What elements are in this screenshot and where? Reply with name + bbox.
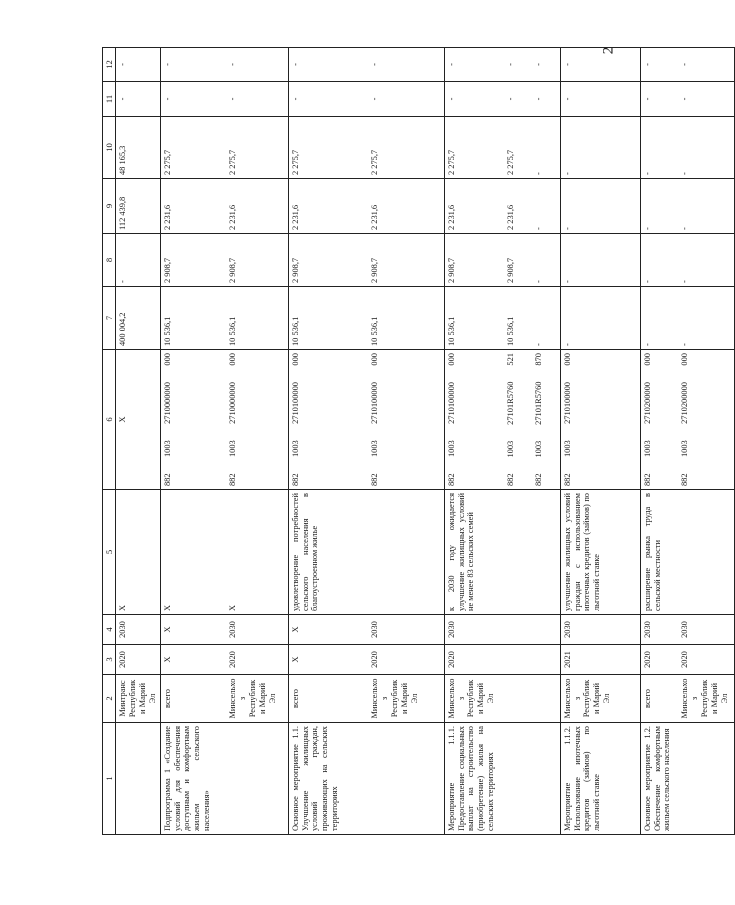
- year-amount-cell: -: [678, 234, 734, 287]
- year-amount-cell: -: [288, 48, 368, 82]
- start-year-cell: [504, 645, 532, 675]
- year-amount-cell: -: [368, 48, 444, 82]
- executor-cell: всего: [160, 675, 226, 723]
- table-row: [444, 48, 504, 835]
- total-amount-cell: -: [640, 287, 678, 350]
- year-amount-cell: 2 231,6: [288, 179, 368, 234]
- column-header: 6: [103, 350, 116, 490]
- start-year-cell: 2020: [368, 645, 444, 675]
- year-amount-cell: -: [116, 82, 161, 117]
- year-amount-cell: -: [532, 234, 560, 287]
- executor-cell: всего: [288, 675, 368, 723]
- table-body: [116, 48, 735, 835]
- budget-code-part: 882: [680, 473, 690, 486]
- budget-code-part: 2710200000: [642, 382, 652, 424]
- year-amount-cell: 2 908,7: [504, 234, 532, 287]
- budget-code-cell: [288, 350, 368, 490]
- executor-cell: [504, 675, 532, 723]
- budget-code-part: 882: [534, 473, 544, 486]
- expected-result-cell: [532, 490, 560, 615]
- end-year-cell: [504, 615, 532, 645]
- year-amount-cell: 112 439,8: [116, 179, 161, 234]
- total-amount-cell: 10 536,1: [504, 287, 532, 350]
- total-amount-cell: -: [532, 287, 560, 350]
- year-amount-cell: 2 231,6: [504, 179, 532, 234]
- end-year-cell: 2030: [368, 615, 444, 645]
- year-amount-cell: 2 908,7: [444, 234, 504, 287]
- executor-cell: Минсельхоз Республики Марий Эл: [226, 675, 288, 723]
- budget-code-cell: [116, 350, 161, 490]
- end-year-cell: [532, 615, 560, 645]
- year-amount-cell: 2 275,7: [444, 117, 504, 179]
- year-amount-cell: -: [532, 179, 560, 234]
- table-row: [116, 48, 161, 835]
- year-amount-cell: -: [504, 48, 532, 82]
- budget-code-part: X: [118, 416, 127, 423]
- budget-code-part: 2710100000: [370, 382, 380, 424]
- budget-code-part: 000: [228, 353, 238, 366]
- executor-cell: Минсельхоз Республики Марий Эл: [444, 675, 504, 723]
- budget-code-part: 000: [290, 353, 300, 366]
- year-amount-cell: 2 275,7: [288, 117, 368, 179]
- budget-code-part: 882: [228, 473, 238, 486]
- start-year-cell: X: [288, 645, 368, 675]
- end-year-cell: 2030: [678, 615, 734, 645]
- year-amount-cell: -: [444, 48, 504, 82]
- total-amount-cell: -: [560, 287, 640, 350]
- budget-code-part: 000: [370, 353, 380, 366]
- year-amount-cell: -: [640, 234, 678, 287]
- budget-code-part: 882: [370, 473, 380, 486]
- budget-code-part: 2710100000: [446, 382, 456, 424]
- year-amount-cell: 2 231,6: [368, 179, 444, 234]
- budget-code-cell: [368, 350, 444, 490]
- page-number: 2: [600, 46, 617, 55]
- budget-code-cell: [532, 350, 560, 490]
- budget-code-part: 1003: [446, 440, 456, 458]
- budget-code-part: 882: [642, 473, 652, 486]
- expected-result-cell: X: [226, 490, 288, 615]
- column-header: 3: [103, 645, 116, 675]
- budget-code-part: 1003: [642, 440, 652, 458]
- activity-name-cell: [116, 723, 161, 835]
- year-amount-cell: -: [678, 82, 734, 117]
- end-year-cell: 2030: [226, 615, 288, 645]
- activity-name-cell: [226, 723, 288, 835]
- column-header: 1: [103, 723, 116, 835]
- executor-cell: Минсельхоз Республики Марий Эл: [368, 675, 444, 723]
- year-amount-cell: -: [560, 234, 640, 287]
- budget-code-part: 000: [162, 353, 172, 366]
- year-amount-cell: 2 908,7: [226, 234, 288, 287]
- activity-name-cell: Основное мероприятие 1.1. Улучшение жилищных условий граждан, проживающих на сельских территориях: [288, 723, 368, 835]
- end-year-cell: 2030: [116, 615, 161, 645]
- budget-code-part: 2710000000: [228, 382, 238, 424]
- budget-code-part: 2710100000: [562, 382, 572, 424]
- budget-code-part: 000: [642, 353, 652, 366]
- year-amount-cell: -: [640, 179, 678, 234]
- budget-code-part: 2710100000: [290, 382, 300, 424]
- budget-code-cell: [226, 350, 288, 490]
- start-year-cell: 2021: [560, 645, 640, 675]
- column-header: 9: [103, 179, 116, 234]
- total-amount-cell: 10 536,1: [226, 287, 288, 350]
- expected-result-cell: X: [160, 490, 226, 615]
- activity-name-cell: [368, 723, 444, 835]
- year-amount-cell: -: [532, 48, 560, 82]
- budget-code-cell: [560, 350, 640, 490]
- start-year-cell: [532, 645, 560, 675]
- expected-result-cell: удовлетворение потребностей сельского населения в благоустроенном жилье: [288, 490, 368, 615]
- year-amount-cell: -: [532, 117, 560, 179]
- total-amount-cell: 400 004,2: [116, 287, 161, 350]
- budget-code-part: 000: [562, 353, 572, 366]
- executor-cell: [532, 675, 560, 723]
- column-header: 2: [103, 675, 116, 723]
- activity-name-cell: [678, 723, 734, 835]
- budget-code-cell: [504, 350, 532, 490]
- column-header: 8: [103, 234, 116, 287]
- year-amount-cell: -: [504, 82, 532, 117]
- start-year-cell: 2020: [226, 645, 288, 675]
- table-row: [368, 48, 444, 835]
- budget-code-part: 2710000000: [162, 382, 172, 424]
- expected-result-cell: [368, 490, 444, 615]
- budget-code-part: 882: [290, 473, 300, 486]
- table-row: [560, 48, 640, 835]
- year-amount-cell: -: [560, 179, 640, 234]
- column-header: 4: [103, 615, 116, 645]
- year-amount-cell: -: [226, 48, 288, 82]
- budget-table: [102, 47, 735, 835]
- executor-cell: всего: [640, 675, 678, 723]
- year-amount-cell: -: [640, 48, 678, 82]
- budget-code-part: 000: [680, 353, 690, 366]
- year-amount-cell: -: [678, 48, 734, 82]
- start-year-cell: 2020: [444, 645, 504, 675]
- column-header: 11: [103, 82, 116, 117]
- activity-name-cell: Подпрограмма 1 «Создание условий для обеспечения доступным и комфортным жильем сельского населения»: [160, 723, 226, 835]
- column-header: 12: [103, 48, 116, 82]
- expected-result-cell: X: [116, 490, 161, 615]
- end-year-cell: 2030: [444, 615, 504, 645]
- budget-code-part: 27101R5760: [506, 381, 516, 425]
- budget-code-part: 1003: [162, 440, 172, 458]
- budget-code-part: 2710200000: [680, 382, 690, 424]
- budget-code-part: 882: [562, 473, 572, 486]
- total-amount-cell: 10 536,1: [288, 287, 368, 350]
- year-amount-cell: 2 231,6: [444, 179, 504, 234]
- year-amount-cell: -: [640, 82, 678, 117]
- start-year-cell: 2020: [640, 645, 678, 675]
- expected-result-cell: к 2030 году ожидается улучшение жилищных условий не менее 83 сельских семей: [444, 490, 504, 615]
- year-amount-cell: 2 275,7: [226, 117, 288, 179]
- budget-code-cell: [640, 350, 678, 490]
- budget-code-part: 1003: [534, 440, 544, 458]
- budget-code-part: 27101R5760: [534, 381, 544, 425]
- year-amount-cell: 48 165,3: [116, 117, 161, 179]
- budget-code-part: 1003: [680, 440, 690, 458]
- executor-cell: Минсельхоз Республики Марий Эл: [678, 675, 734, 723]
- start-year-cell: 2020: [116, 645, 161, 675]
- expected-result-cell: расширение рынка труда в сельской местности: [640, 490, 678, 615]
- budget-code-part: 521: [506, 353, 516, 366]
- year-amount-cell: -: [116, 234, 161, 287]
- column-header: 10: [103, 117, 116, 179]
- total-amount-cell: 10 536,1: [444, 287, 504, 350]
- table-row: [678, 48, 734, 835]
- year-amount-cell: -: [560, 48, 640, 82]
- column-header: 5: [103, 490, 116, 615]
- end-year-cell: 2030: [640, 615, 678, 645]
- expected-result-cell: улучшение жилищных условий граждан с использованием ипотечных кредитов (займов) по льготной ставке: [560, 490, 640, 615]
- year-amount-cell: 2 231,6: [160, 179, 226, 234]
- activity-name-cell: Мероприятие 1.1.2. Использование ипотечных кредитов (займов) по льготной ставке: [560, 723, 640, 835]
- budget-code-cell: [160, 350, 226, 490]
- total-amount-cell: 10 536,1: [368, 287, 444, 350]
- year-amount-cell: -: [226, 82, 288, 117]
- start-year-cell: X: [160, 645, 226, 675]
- year-amount-cell: -: [532, 82, 560, 117]
- table-row: [640, 48, 678, 835]
- year-amount-cell: -: [160, 48, 226, 82]
- activity-name-cell: Мероприятие 1.1.1. Предоставление социальных выплат на строительство (приобретение) жилья на сельских территориях: [444, 723, 504, 835]
- activity-name-cell: [504, 723, 532, 835]
- table-row: [226, 48, 288, 835]
- year-amount-cell: 2 275,7: [504, 117, 532, 179]
- budget-code-part: 000: [446, 353, 456, 366]
- end-year-cell: X: [288, 615, 368, 645]
- year-amount-cell: -: [678, 179, 734, 234]
- table-row: [504, 48, 532, 835]
- budget-code-part: 1003: [370, 440, 380, 458]
- budget-code-part: 882: [162, 473, 172, 486]
- start-year-cell: 2020: [678, 645, 734, 675]
- year-amount-cell: 2 908,7: [160, 234, 226, 287]
- budget-code-part: 882: [446, 473, 456, 486]
- year-amount-cell: -: [640, 117, 678, 179]
- total-amount-cell: -: [678, 287, 734, 350]
- year-amount-cell: 2 908,7: [368, 234, 444, 287]
- expected-result-cell: [504, 490, 532, 615]
- year-amount-cell: 2 275,7: [160, 117, 226, 179]
- year-amount-cell: -: [560, 82, 640, 117]
- column-header: 7: [103, 287, 116, 350]
- year-amount-cell: -: [678, 117, 734, 179]
- year-amount-cell: -: [288, 82, 368, 117]
- end-year-cell: X: [160, 615, 226, 645]
- budget-code-part: 1003: [228, 440, 238, 458]
- budget-code-cell: [678, 350, 734, 490]
- header-row: [103, 48, 116, 835]
- activity-name-cell: [532, 723, 560, 835]
- year-amount-cell: -: [368, 82, 444, 117]
- year-amount-cell: 2 275,7: [368, 117, 444, 179]
- executor-cell: Минсельхоз Республики Марий Эл: [560, 675, 640, 723]
- budget-code-part: 1003: [290, 440, 300, 458]
- year-amount-cell: 2 231,6: [226, 179, 288, 234]
- year-amount-cell: -: [160, 82, 226, 117]
- expected-result-cell: [678, 490, 734, 615]
- budget-code-part: 1003: [562, 440, 572, 458]
- year-amount-cell: 2 908,7: [288, 234, 368, 287]
- year-amount-cell: -: [444, 82, 504, 117]
- budget-code-cell: [444, 350, 504, 490]
- end-year-cell: 2030: [560, 615, 640, 645]
- year-amount-cell: -: [560, 117, 640, 179]
- budget-code-part: 1003: [506, 440, 516, 458]
- budget-code-part: 870: [534, 353, 544, 366]
- table-row: [160, 48, 226, 835]
- table-row: [288, 48, 368, 835]
- executor-cell: Минтранс Республики Марий Эл: [116, 675, 161, 723]
- budget-code-part: 882: [506, 473, 516, 486]
- activity-name-cell: Основное мероприятие 1.2. Обеспечение комфортным жильем сельского населения: [640, 723, 678, 835]
- table-row: [532, 48, 560, 835]
- total-amount-cell: 10 536,1: [160, 287, 226, 350]
- year-amount-cell: -: [116, 48, 161, 82]
